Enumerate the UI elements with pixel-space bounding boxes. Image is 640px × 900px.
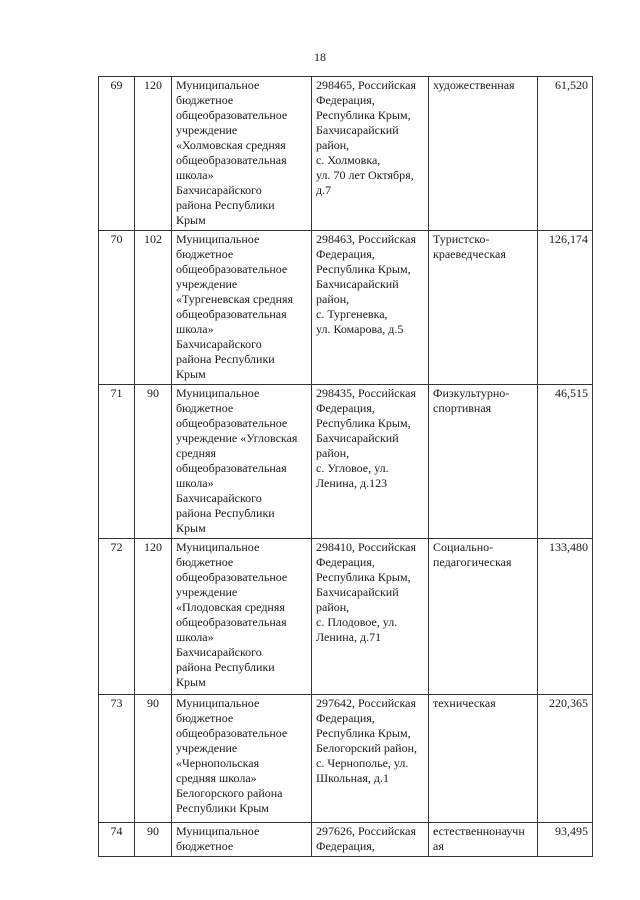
row-value: 220,365 <box>538 695 593 823</box>
row-institution-cell <box>172 823 312 857</box>
institution-name: Муниципальное бюджетное <box>176 824 260 853</box>
row-direction-cell <box>429 385 538 539</box>
program-direction: Туристско- краеведческая <box>433 232 506 261</box>
row-number: 71 <box>99 385 135 539</box>
row-capacity: 120 <box>135 539 172 695</box>
row-institution-cell <box>172 231 312 385</box>
program-direction: Социально- педагогическая <box>433 540 512 569</box>
row-number: 70 <box>99 231 135 385</box>
institution-address: 297642, Российская Федерация, Республика Крым, Белогорский район, с. Чернополье, ул. Школьная, д.1 <box>316 696 417 785</box>
row-value: 61,520 <box>538 77 593 231</box>
program-direction: естественнонаучн ая <box>433 824 525 853</box>
table-row <box>99 231 593 385</box>
institution-name: Муниципальное бюджетное общеобразовательное учреждение «Чернопольская средняя школа» Белогорского района Республики Крым <box>176 696 288 815</box>
table-row <box>99 823 593 857</box>
institution-address: 297626, Российская Федерация, <box>316 824 416 853</box>
row-institution-cell <box>172 695 312 823</box>
table-row <box>99 385 593 539</box>
table-row <box>99 539 593 695</box>
row-address-cell <box>312 539 429 695</box>
institution-address: 298463, Российская Федерация, Республика Крым, Бахчисарайский район, с. Тургеневка, ул. Комарова, д.5 <box>316 232 416 336</box>
institution-name: Муниципальное бюджетное общеобразовательное учреждение «Тургеневская средняя общеобразовательная школа» Бахчисарайского района Республики Крым <box>176 232 294 381</box>
program-direction: Физкультурно- спортивная <box>433 386 510 415</box>
row-direction-cell <box>429 231 538 385</box>
table-row <box>99 77 593 231</box>
institution-address: 298435, Российская Федерация, Республика Крым, Бахчисарайский район, с. Угловое, ул. Ленина, д.123 <box>316 386 416 490</box>
institution-name: Муниципальное бюджетное общеобразовательное учреждение «Угловская средняя общеобразовательная школа» Бахчисарайского района Республики Крым <box>176 386 298 535</box>
row-number: 72 <box>99 539 135 695</box>
institution-address: 298410, Российская Федерация, Республика Крым, Бахчисарайский район, с. Плодовое, ул. Ленина, д.71 <box>316 540 416 644</box>
row-address-cell <box>312 695 429 823</box>
row-institution-cell <box>172 77 312 231</box>
table-row <box>99 695 593 823</box>
row-value: 93,495 <box>538 823 593 857</box>
institution-name: Муниципальное бюджетное общеобразовательное учреждение «Плодовская средняя общеобразовательная школа» Бахчисарайского района Республики Крым <box>176 540 288 689</box>
row-value: 126,174 <box>538 231 593 385</box>
row-direction-cell <box>429 823 538 857</box>
row-number: 73 <box>99 695 135 823</box>
row-address-cell <box>312 823 429 857</box>
institution-address: 298465, Российская Федерация, Республика Крым, Бахчисарайский район, с. Холмовка, ул. 70 лет Октября, д.7 <box>316 78 416 197</box>
row-direction-cell <box>429 695 538 823</box>
institution-name: Муниципальное бюджетное общеобразовательное учреждение «Холмовская средняя общеобразовательная школа» Бахчисарайского района Республики Крым <box>176 78 288 227</box>
row-number: 74 <box>99 823 135 857</box>
program-direction: техническая <box>433 696 496 710</box>
row-capacity: 102 <box>135 231 172 385</box>
row-capacity: 120 <box>135 77 172 231</box>
row-value: 46,515 <box>538 385 593 539</box>
row-direction-cell <box>429 539 538 695</box>
program-direction: художественная <box>433 78 515 92</box>
row-institution-cell <box>172 539 312 695</box>
row-address-cell <box>312 77 429 231</box>
row-capacity: 90 <box>135 823 172 857</box>
row-direction-cell <box>429 77 538 231</box>
row-value: 133,480 <box>538 539 593 695</box>
row-address-cell <box>312 385 429 539</box>
row-capacity: 90 <box>135 385 172 539</box>
institutions-table <box>98 76 593 857</box>
row-institution-cell <box>172 385 312 539</box>
row-number: 69 <box>99 77 135 231</box>
row-address-cell <box>312 231 429 385</box>
row-capacity: 90 <box>135 695 172 823</box>
page-number: 18 <box>314 50 326 64</box>
